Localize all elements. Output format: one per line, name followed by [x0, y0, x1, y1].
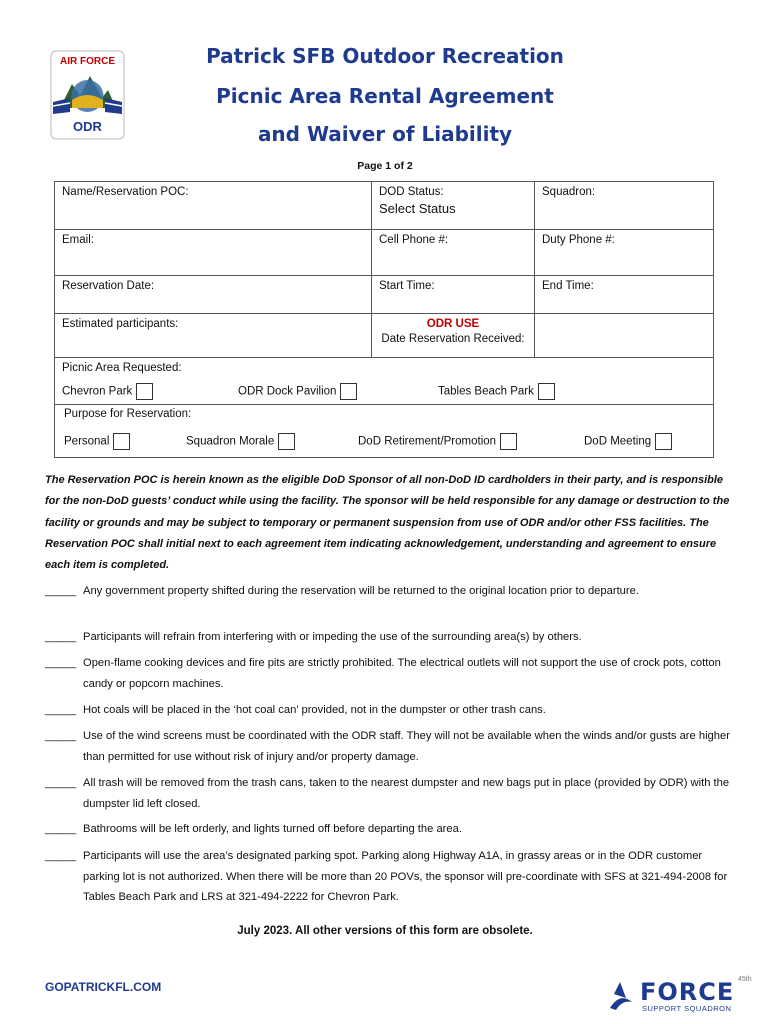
dod-meeting-checkbox[interactable] — [655, 433, 672, 450]
odr-dock-pavilion-checkbox[interactable] — [340, 383, 357, 400]
agreement-item: _____ All trash will be removed from the trash cans, taken to the nearest dumpster and new bags put in place (provided by ODR) with the dumpster lid left closed. — [45, 773, 735, 794]
dod-meeting-option[interactable]: DoD Meeting — [584, 433, 672, 450]
dod-status-select[interactable]: Select Status — [379, 201, 456, 216]
reservation-date-field[interactable]: Reservation Date: — [55, 276, 372, 314]
svg-text:SUPPORT SQUADRON: SUPPORT SQUADRON — [642, 1004, 732, 1013]
odr-use-box: ODR USE Date Reservation Received: — [372, 314, 535, 358]
odr-use-spacer — [535, 314, 714, 358]
agreement-item: _____ Hot coals will be placed in the ‘hot coal can’ provided, not in the dumpster or other trash cans. — [45, 700, 735, 721]
initial-blank[interactable]: _____ — [45, 585, 77, 597]
force-support-squadron-logo — [606, 972, 754, 1014]
agreement-item: _____ Any government property shifted during the reservation will be returned to the original location prior to departure. — [45, 581, 735, 602]
air-force-odr-logo — [50, 50, 125, 140]
sponsor-statement: The Reservation POC is herein known as the eligible DoD Sponsor of all non-DoD ID cardholders in their party, and is responsible for the non-DoD guests’ conduct while using the facility. The sponsor will be held responsible for any damage or destruction to the facility or grounds and may be subject to temporary or permanent suspension from use of ODR and/or other FSS facilities. The Reservation POC shall initial next to each agreement item indicating acknowledgement, understanding and agreement to ensure each item is completed. — [45, 474, 730, 572]
participants-field[interactable]: Estimated participants: — [55, 314, 372, 358]
odr-dock-pavilion-option[interactable]: ODR Dock Pavilion — [238, 383, 357, 400]
initial-blank[interactable]: _____ — [45, 777, 77, 789]
title-line-3: and Waiver of Liability — [257, 122, 513, 146]
initial-blank[interactable]: _____ — [45, 850, 77, 862]
squadron-field[interactable]: Squadron: — [535, 182, 714, 230]
svg-text:ODR: ODR — [73, 119, 102, 134]
squadron-morale-checkbox[interactable] — [278, 433, 295, 450]
title-line-2: Picnic Area Rental Agreement — [216, 84, 554, 108]
agreement-item: _____ Open-flame cooking devices and fire pits are strictly prohibited. The electrical outlets will not support the use of crock pots, cotton candy or popcorn machines. — [45, 653, 735, 674]
agreement-item: _____ Use of the wind screens must be coordinated with the ODR staff. They will not be available when the winds and/or gusts are higher than permitted for use without risk of injury and/or property damage. — [45, 726, 735, 747]
chevron-park-option[interactable]: Chevron Park — [62, 383, 153, 400]
duty-phone-field[interactable]: Duty Phone #: — [535, 230, 714, 276]
picnic-purpose-section: Picnic Area Requested: — [55, 358, 714, 458]
purpose-label: Purpose for Reservation: — [64, 408, 192, 420]
cell-phone-field[interactable]: Cell Phone #: — [372, 230, 535, 276]
page-number: Page 1 of 2 — [357, 160, 413, 172]
personal-checkbox[interactable] — [113, 433, 130, 450]
initial-blank[interactable]: _____ — [45, 657, 77, 669]
svg-text:AIR FORCE: AIR FORCE — [60, 56, 115, 67]
agreement-item: _____ Participants will refrain from interfering with or impeding the use of the surrounding area(s) by others. — [45, 627, 735, 648]
end-time-field[interactable]: End Time: — [535, 276, 714, 314]
squadron-morale-option[interactable]: Squadron Morale — [186, 433, 295, 450]
agreement-item: _____ Bathrooms will be left orderly, and lights turned off before departing the area. — [45, 819, 735, 840]
svg-text:45th: 45th — [738, 976, 752, 983]
name-field[interactable]: Name/Reservation POC: — [55, 182, 372, 230]
title-line-1: Patrick SFB Outdoor Recreation — [206, 44, 564, 68]
dod-retirement-option[interactable]: DoD Retirement/Promotion — [358, 433, 517, 450]
dod-retirement-checkbox[interactable] — [500, 433, 517, 450]
website-link[interactable]: GOPATRICKFL.COM — [45, 980, 162, 994]
email-field[interactable]: Email: — [55, 230, 372, 276]
personal-option[interactable]: Personal — [64, 433, 130, 450]
svg-text:FORCE: FORCE — [640, 978, 735, 1006]
divider — [54, 404, 714, 405]
initial-blank[interactable]: _____ — [45, 730, 77, 742]
tables-beach-park-checkbox[interactable] — [538, 383, 555, 400]
version-note: July 2023. All other versions of this form are obsolete. — [237, 925, 533, 937]
dod-status-field[interactable]: DOD Status: Select Status — [372, 182, 535, 230]
initial-blank[interactable]: _____ — [45, 704, 77, 716]
chevron-park-checkbox[interactable] — [136, 383, 153, 400]
tables-beach-park-option[interactable]: Tables Beach Park — [438, 383, 555, 400]
agreement-item: _____ Participants will use the area’s designated parking spot. Parking along Highway A1A, in grassy areas or in the ODR customer parking lot is not authorized. When there will be more than 20 POVs, the sponsor will pre-coordinate with SFS at 321-494-2008 for Tables Beach Park and LRS at 321-494-2222 for Chevron Park. — [45, 846, 735, 867]
initial-blank[interactable]: _____ — [45, 823, 77, 835]
start-time-field[interactable]: Start Time: — [372, 276, 535, 314]
initial-blank[interactable]: _____ — [45, 631, 77, 643]
